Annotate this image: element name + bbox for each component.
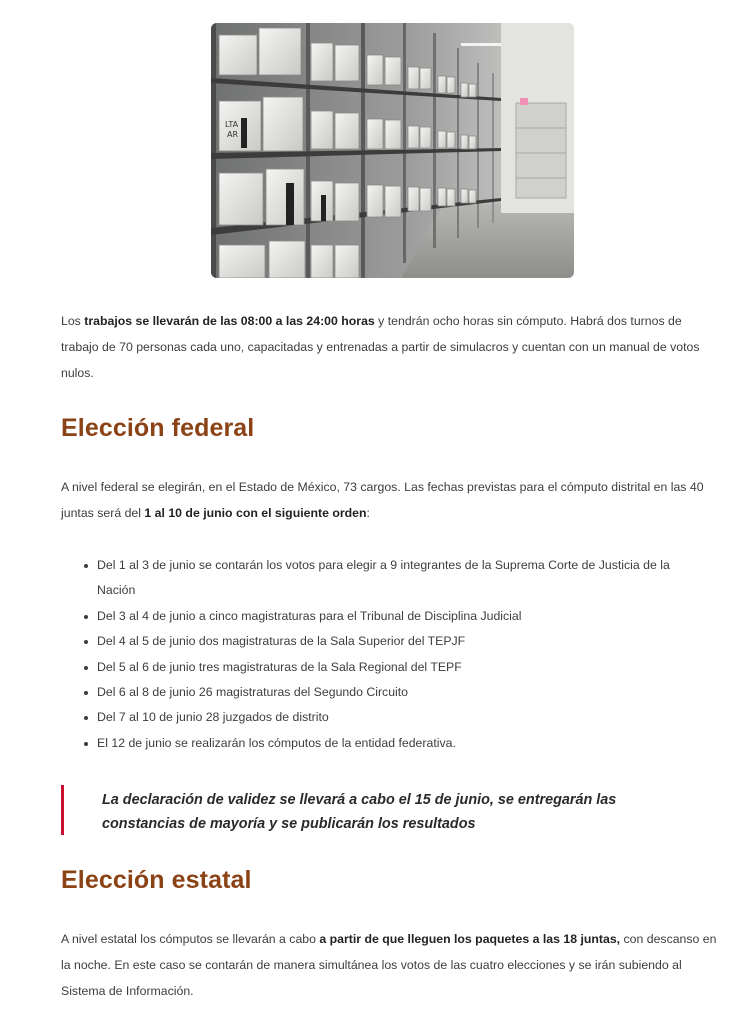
estatal-paragraph: A nivel estatal los cómputos se llevarán a cabo a partir de que lleguen los paquetes a las 18 juntas, con descanso en la noche. En este caso se contarán de manera simultánea los votos de las cuatro elecciones y se irán subiendo al Sistema de Información. [61,932,717,998]
pull-quote [61,785,701,835]
federal-paragraph: A nivel federal se elegirán, en el Estado de México, 73 cargos. Las fechas previstas para el cómputo distrital en las 40 juntas será del 1 al 10 de junio con el siguiente orden: [61,480,704,520]
estatal-bold-juntas: a partir de que lleguen los paquetes a las 18 juntas, [319,932,621,946]
intro-paragraph: Los trabajos se llevarán de las 08:00 a las 24:00 horas y tendrán ocho horas sin cómputo. Habrá dos turnos de trabajo de 70 personas cada uno, capacitadas y entrenadas a partir de simulacros y cuentan con un manual de votos nulos. [61,314,700,380]
heading-eleccion-estatal: Elección estatal [61,866,252,894]
intro-bold-hours: trabajos se llevarán de las 08:00 a las 24:00 horas [84,314,375,328]
svg-text:AR: AR [227,130,239,139]
list-item: Del 1 al 3 de junio se contarán los votos para elegir a 9 integrantes de la Suprema Corte de Justicia de la Nación [97,553,707,604]
list-item: Del 5 al 6 de junio tres magistraturas de la Sala Regional del TEPF [97,655,707,680]
list-item: El 12 de junio se realizarán los cómputos de la entidad federativa. [97,731,707,756]
ballot-boxes-photo [211,23,574,278]
warehouse-shelves-image [211,23,574,278]
list-item: Del 6 al 8 de junio 26 magistraturas del Segundo Circuito [97,680,707,705]
list-item: Del 4 al 5 de junio dos magistraturas de la Sala Superior del TEPJF [97,629,707,654]
heading-eleccion-federal: Elección federal [61,414,255,442]
shelf-label: LTA [225,120,239,129]
list-item: Del 7 al 10 de junio 28 juzgados de distrito [97,705,707,730]
federal-bold-dates: 1 al 10 de junio con el siguiente orden [144,506,367,520]
list-item: Del 3 al 4 de junio a cinco magistraturas para el Tribunal de Disciplina Judicial [97,604,707,629]
pull-quote-text: La declaración de validez se llevará a cabo el 15 de junio, se entregarán las constancias de mayoría y se publicarán los resultados [102,792,617,832]
federal-schedule-list [97,553,707,756]
